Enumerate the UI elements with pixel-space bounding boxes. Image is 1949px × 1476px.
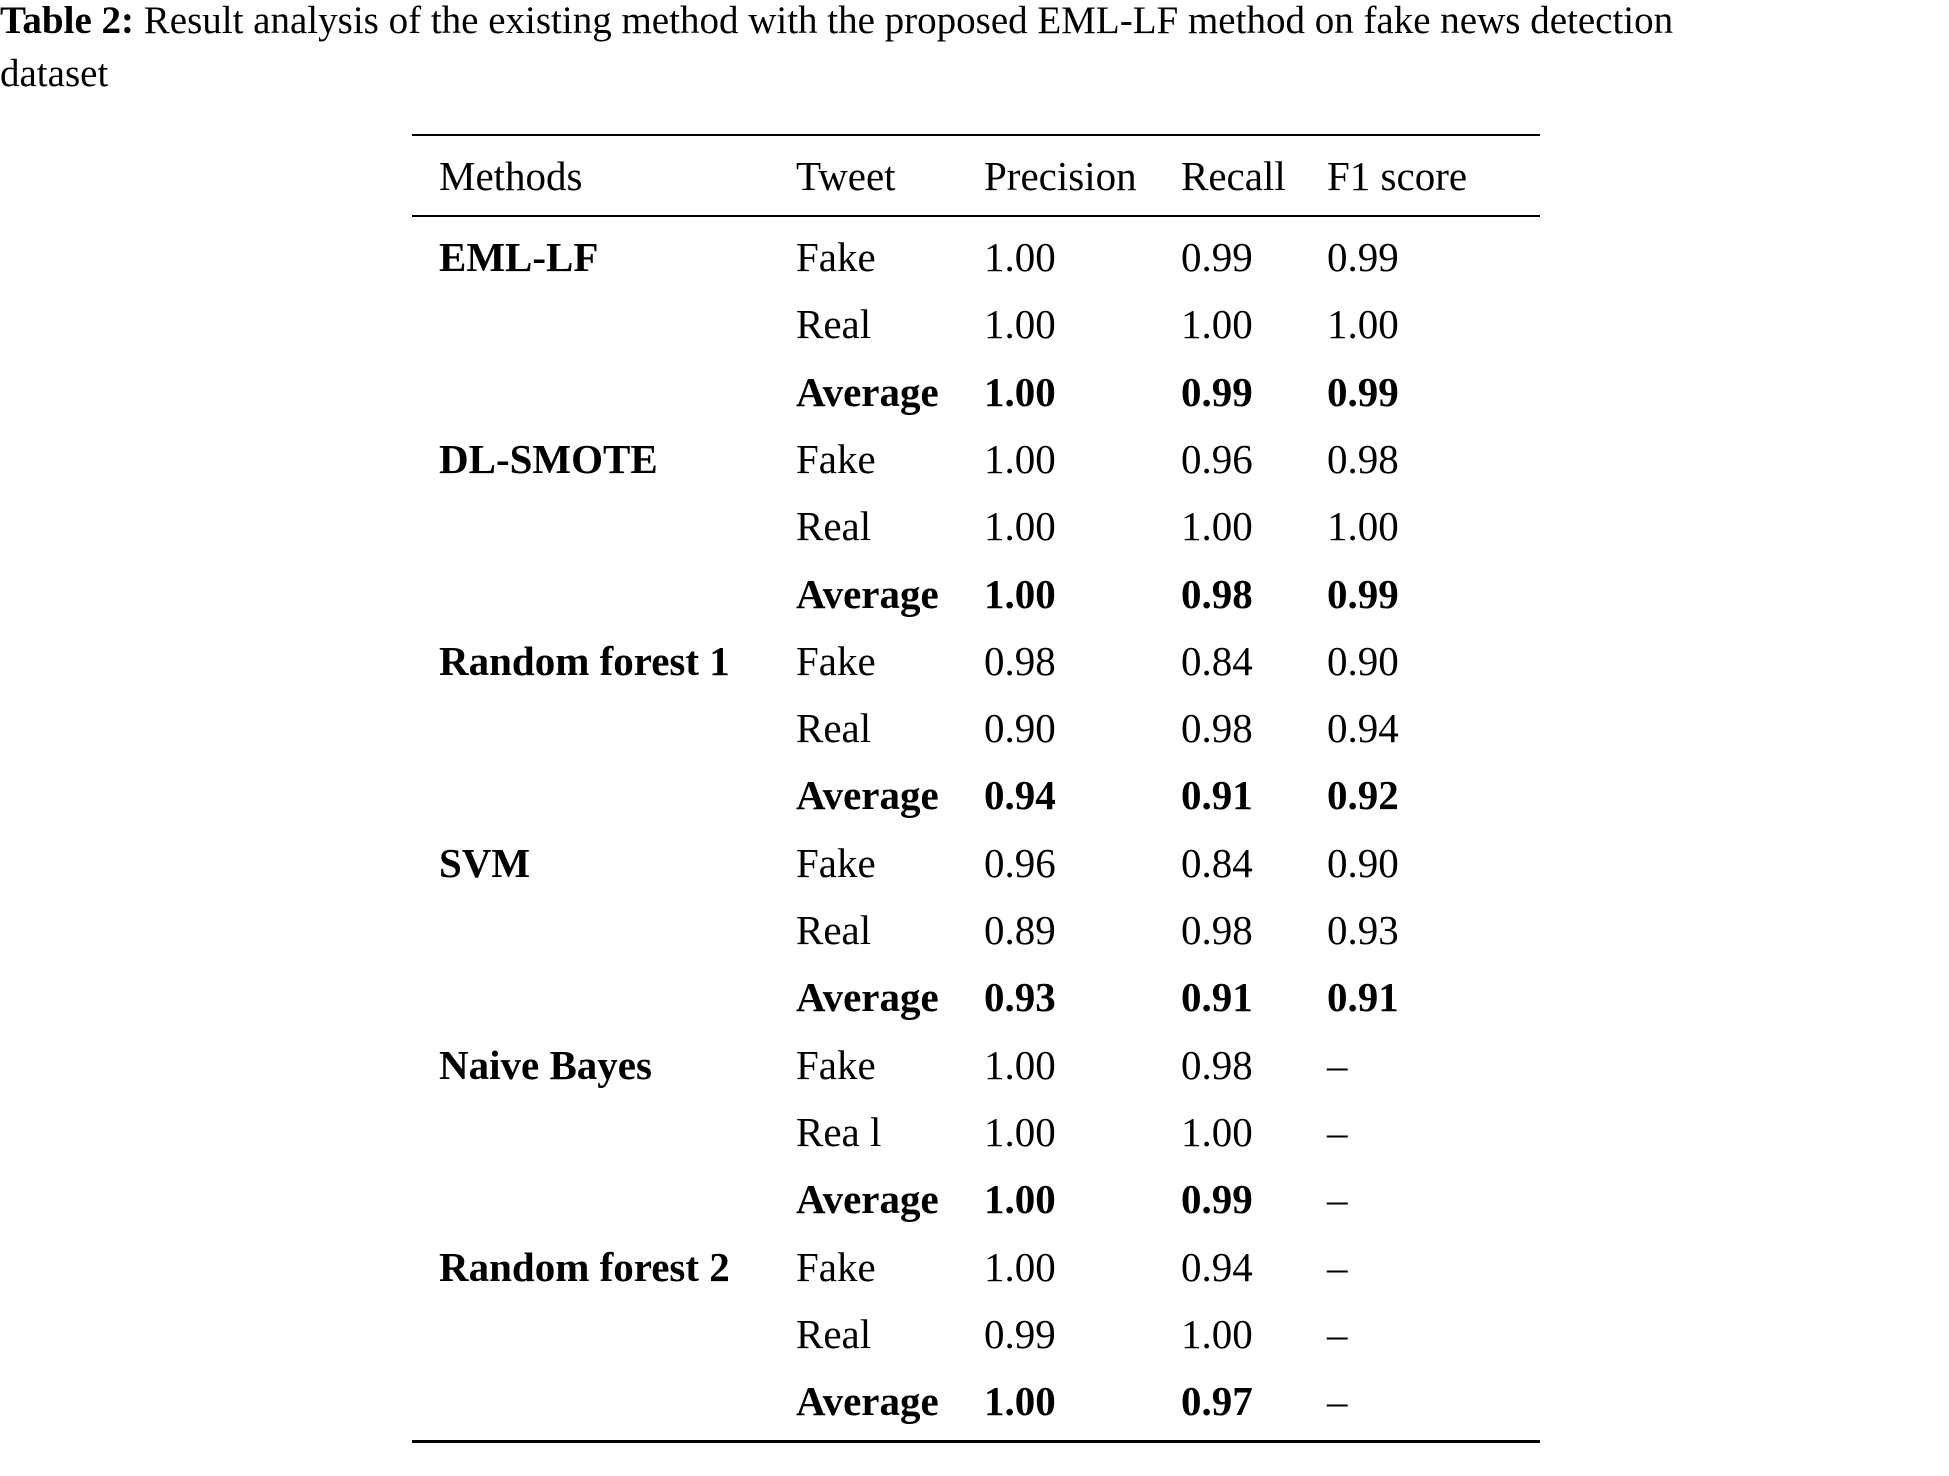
cell-precision: 1.00 xyxy=(984,1244,1056,1290)
cell-f1-score: 0.90 xyxy=(1327,638,1399,684)
cell-precision: 1.00 xyxy=(984,301,1056,347)
cell-recall: 0.99 xyxy=(1181,1176,1253,1222)
cell-precision: 1.00 xyxy=(984,1109,1056,1155)
cell-f1-score: 0.98 xyxy=(1327,436,1399,482)
caption-text-line1: Result analysis of the existing method with the proposed EML-LF method on fake news detection xyxy=(143,0,1674,42)
cell-tweet: Real xyxy=(796,907,872,953)
cell-f1-score: 0.92 xyxy=(1327,772,1399,818)
cell-tweet: Fake xyxy=(796,436,876,482)
cell-recall: 0.94 xyxy=(1181,1244,1253,1290)
cell-precision: 1.00 xyxy=(984,1378,1056,1424)
cell-tweet: Real xyxy=(796,705,872,751)
table-top-rule xyxy=(412,134,1540,136)
cell-f1-score: 0.93 xyxy=(1327,907,1399,953)
cell-method: Naive Bayes xyxy=(439,1042,652,1088)
cell-tweet: Rea l xyxy=(796,1109,882,1155)
table-header-rule xyxy=(412,215,1540,217)
cell-recall: 0.84 xyxy=(1181,638,1253,684)
cell-f1-score: – xyxy=(1327,1378,1348,1424)
cell-f1-score: – xyxy=(1327,1176,1348,1222)
cell-tweet: Average xyxy=(796,571,939,617)
cell-method: Random forest 2 xyxy=(439,1244,730,1290)
cell-tweet: Average xyxy=(796,1378,939,1424)
cell-recall: 0.98 xyxy=(1181,571,1253,617)
cell-tweet: Fake xyxy=(796,234,876,280)
cell-recall: 0.96 xyxy=(1181,436,1253,482)
cell-recall: 1.00 xyxy=(1181,301,1253,347)
cell-precision: 1.00 xyxy=(984,571,1056,617)
cell-f1-score: 0.99 xyxy=(1327,234,1399,280)
cell-f1-score: 1.00 xyxy=(1327,301,1399,347)
cell-recall: 0.91 xyxy=(1181,772,1253,818)
cell-tweet: Real xyxy=(796,301,872,347)
cell-precision: 1.00 xyxy=(984,369,1056,415)
cell-tweet: Average xyxy=(796,369,939,415)
cell-f1-score: – xyxy=(1327,1042,1348,1088)
cell-tweet: Fake xyxy=(796,1042,876,1088)
cell-tweet: Fake xyxy=(796,840,876,886)
cell-recall: 0.98 xyxy=(1181,907,1253,953)
cell-f1-score: 0.99 xyxy=(1327,571,1399,617)
cell-tweet: Average xyxy=(796,974,939,1020)
cell-f1-score: 0.91 xyxy=(1327,974,1399,1020)
header-tweet: Tweet xyxy=(796,153,896,199)
cell-recall: 0.97 xyxy=(1181,1378,1253,1424)
cell-tweet: Average xyxy=(796,1176,939,1222)
cell-f1-score: – xyxy=(1327,1311,1348,1357)
cell-recall: 1.00 xyxy=(1181,1109,1253,1155)
cell-f1-score: 0.94 xyxy=(1327,705,1399,751)
cell-recall: 0.99 xyxy=(1181,234,1253,280)
cell-precision: 0.94 xyxy=(984,772,1056,818)
cell-precision: 1.00 xyxy=(984,503,1056,549)
cell-tweet: Average xyxy=(796,772,939,818)
cell-f1-score: 0.90 xyxy=(1327,840,1399,886)
cell-precision: 0.99 xyxy=(984,1311,1056,1357)
cell-tweet: Fake xyxy=(796,1244,876,1290)
cell-tweet: Fake xyxy=(796,638,876,684)
cell-f1-score: – xyxy=(1327,1244,1348,1290)
cell-precision: 0.93 xyxy=(984,974,1056,1020)
cell-precision: 1.00 xyxy=(984,436,1056,482)
cell-recall: 0.91 xyxy=(1181,974,1253,1020)
header-recall: Recall xyxy=(1181,153,1286,199)
table-caption xyxy=(0,0,1949,100)
cell-f1-score: 0.99 xyxy=(1327,369,1399,415)
cell-precision: 0.96 xyxy=(984,840,1056,886)
cell-recall: 0.99 xyxy=(1181,369,1253,415)
cell-precision: 1.00 xyxy=(984,1042,1056,1088)
table-bottom-rule xyxy=(412,1440,1540,1443)
cell-recall: 0.98 xyxy=(1181,705,1253,751)
header-precision: Precision xyxy=(984,153,1137,199)
cell-f1-score: – xyxy=(1327,1109,1348,1155)
caption-label: Table 2: xyxy=(0,0,135,42)
cell-tweet: Real xyxy=(796,503,872,549)
cell-precision: 0.89 xyxy=(984,907,1056,953)
cell-precision: 1.00 xyxy=(984,234,1056,280)
cell-method: EML-LF xyxy=(439,234,599,280)
cell-recall: 1.00 xyxy=(1181,503,1253,549)
cell-recall: 0.98 xyxy=(1181,1042,1253,1088)
cell-recall: 0.84 xyxy=(1181,840,1253,886)
cell-f1-score: 1.00 xyxy=(1327,503,1399,549)
cell-method: SVM xyxy=(439,840,531,886)
cell-method: Random forest 1 xyxy=(439,638,730,684)
header-f1-score: F1 score xyxy=(1327,153,1468,199)
header-methods: Methods xyxy=(439,153,583,199)
cell-method: DL-SMOTE xyxy=(439,436,658,482)
cell-precision: 1.00 xyxy=(984,1176,1056,1222)
cell-precision: 0.90 xyxy=(984,705,1056,751)
cell-recall: 1.00 xyxy=(1181,1311,1253,1357)
caption-text-line2: dataset xyxy=(0,52,109,95)
cell-precision: 0.98 xyxy=(984,638,1056,684)
cell-tweet: Real xyxy=(796,1311,872,1357)
